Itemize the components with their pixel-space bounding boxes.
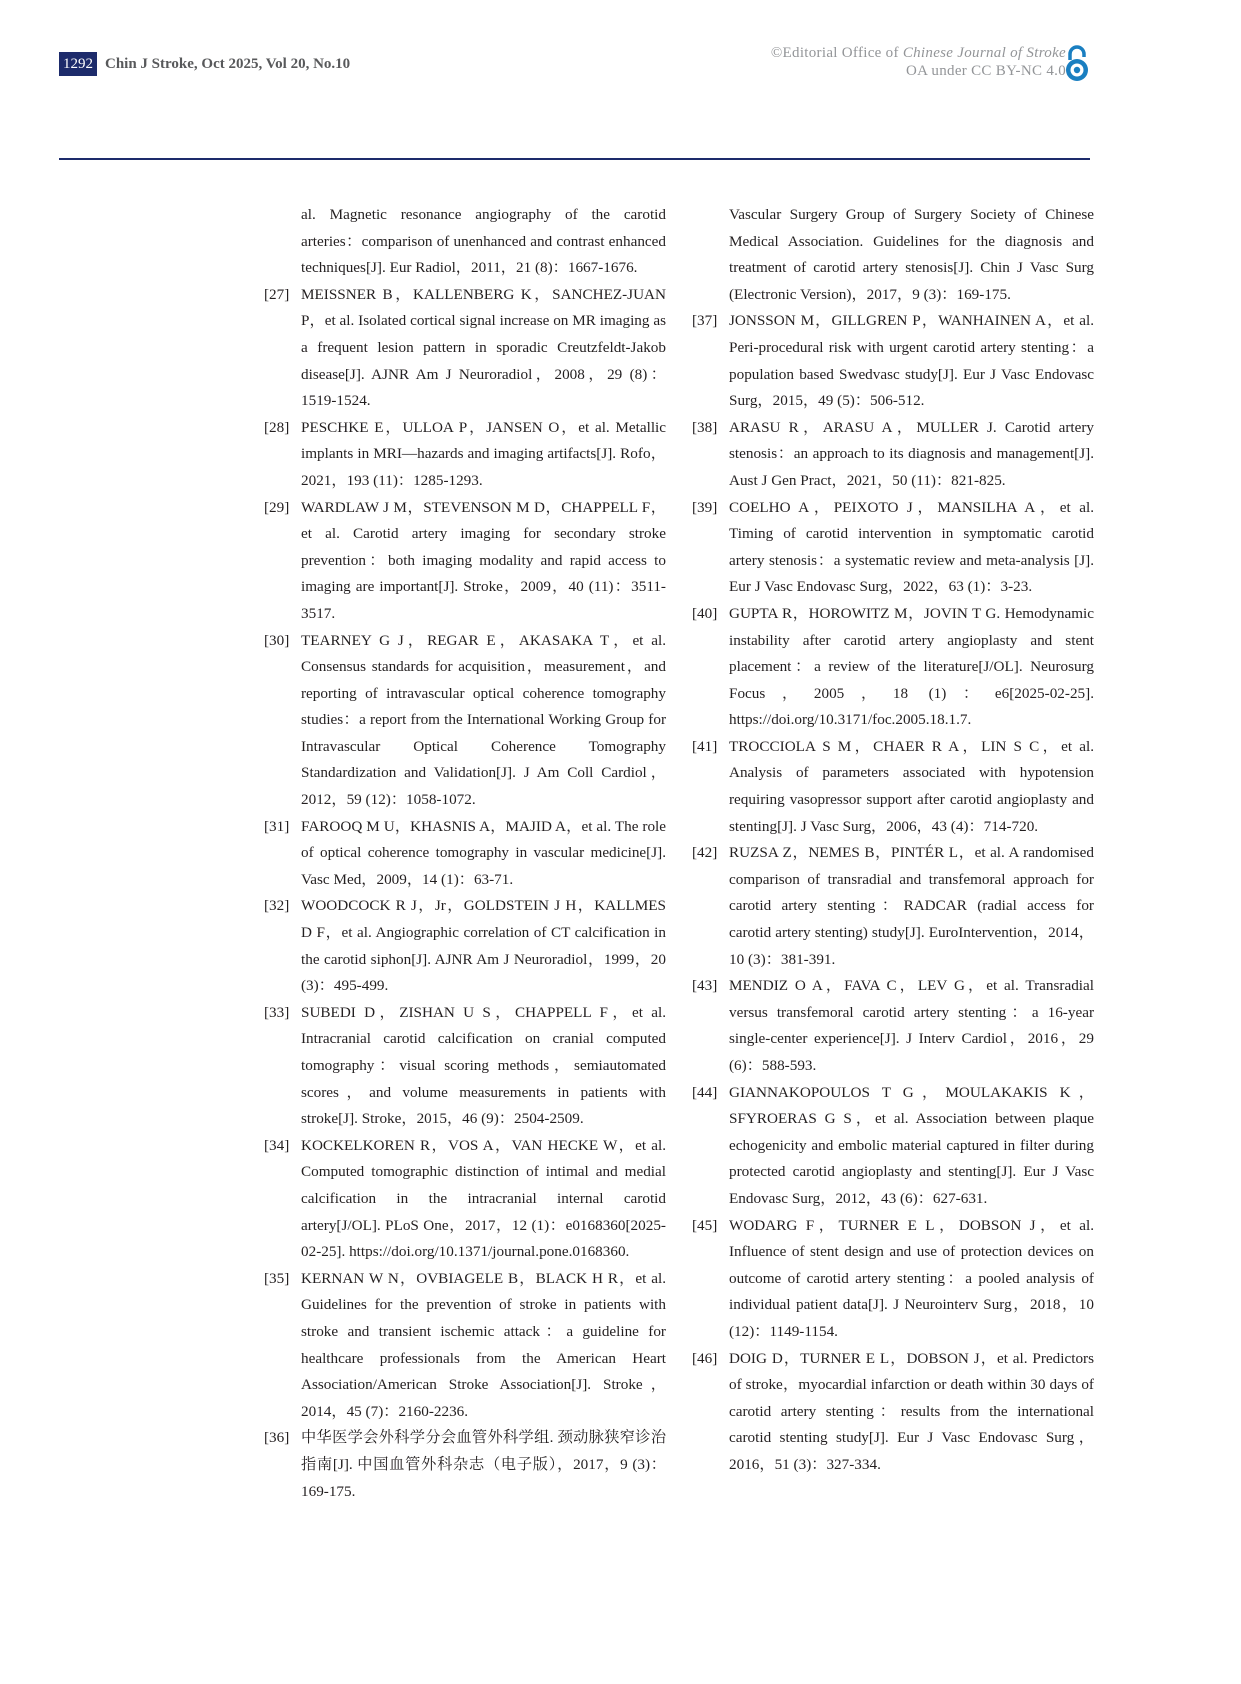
reference-number: [35] xyxy=(264,1269,290,1287)
reference-item xyxy=(692,840,1094,973)
reference-number: [44] xyxy=(692,1083,718,1101)
reference-text: COELHO A，PEIXOTO J，MANSILHA A，et al. Timing of carotid intervention in symptomatic carotid artery stenosis：a systematic review and meta-analysis [J]. Eur J Vasc Endovasc Surg，2022，63 (1)：3-23. xyxy=(729,498,1094,596)
reference-text: ARASU R，ARASU A，MULLER J. Carotid artery stenosis：an approach to its diagnosis and management[J]. Aust J Gen Pract，2021，50 (11)：821-825. xyxy=(729,418,1094,489)
reference-item xyxy=(692,1346,1094,1479)
reference-text: DOIG D，TURNER E L，DOBSON J，et al. Predictors of stroke，myocardial infarction or death within 30 days of carotid artery stenting：results from the international carotid stenting study[J]. Eur J Vasc Endovasc Surg，2016，51 (3)：327-334. xyxy=(729,1349,1094,1473)
reference-item xyxy=(692,308,1094,414)
reference-number: [39] xyxy=(692,498,718,516)
reference-number: [41] xyxy=(692,737,718,755)
reference-item xyxy=(692,1080,1094,1213)
journal-citation-info: Chin J Stroke, Oct 2025, Vol 20, No.10 xyxy=(105,55,351,72)
reference-item xyxy=(264,1266,666,1426)
reference-item xyxy=(692,734,1094,840)
header-divider xyxy=(59,158,1090,160)
reference-text: WODARG F，TURNER E L，DOBSON J，et al. Influence of stent design and use of protection devices on outcome of carotid artery stenting：a pooled analysis of individual patient data[J]. J Neurointerv Surg，2018，10 (12)：1149-1154. xyxy=(729,1216,1094,1340)
reference-text: GUPTA R，HOROWITZ M，JOVIN T G. Hemodynamic instability after carotid artery angioplasty and stent placement：a review of the literature[J/OL]. Neurosurg Focus，2005，18 (1)：e6[2025-02-25]. https://doi.org/10.3171/foc.2005.18.1.7. xyxy=(729,604,1094,729)
reference-item xyxy=(264,893,666,999)
reference-item xyxy=(264,1000,666,1133)
reference-item xyxy=(692,973,1094,1079)
page-header-right xyxy=(771,44,1066,80)
copyright-prefix: ©Editorial Office of xyxy=(770,45,903,61)
reference-number: [37] xyxy=(692,312,718,330)
reference-number: [36] xyxy=(264,1429,290,1447)
reference-item xyxy=(264,628,666,814)
reference-item xyxy=(264,415,666,495)
reference-text: 中华医学会外科学分会血管外科学组. 颈动脉狭窄诊治指南[J]. 中国血管外科杂志（电子版），2017，9 (3)：169-175. xyxy=(301,1429,666,1500)
reference-number: [31] xyxy=(264,817,290,835)
reference-item xyxy=(692,415,1094,495)
reference-text: SUBEDI D，ZISHAN U S，CHAPPELL F，et al. Intracranial carotid calcification on cranial computed tomography：visual scoring methods，semiautomated scores，and volume measurements in patients with stroke[J]. Stroke，2015，46 (9)：2504-2509. xyxy=(301,1003,666,1128)
reference-text: RUZSA Z，NEMES B，PINTÉR L，et al. A randomised comparison of transradial and transfemoral approach for carotid artery stenting：RADCAR (radial access for carotid artery stenting) study[J]. EuroIntervention，2014，10 (3)：381-391. xyxy=(729,844,1094,968)
reference-number: [42] xyxy=(692,844,718,862)
reference-text: FAROOQ M U，KHASNIS A，MAJID A，et al. The role of optical coherence tomography in vascular medicine[J]. Vasc Med，2009，14 (1)：63-71. xyxy=(301,817,666,888)
references-left-column xyxy=(264,202,666,1505)
reference-number: [46] xyxy=(692,1349,718,1367)
reference-text: WOODCOCK R J，Jr，GOLDSTEIN J H，KALLMES D F，et al. Angiographic correlation of CT calcification in the carotid siphon[J]. AJNR Am J Neuroradiol，1999，20 (3)：495-499. xyxy=(301,897,666,995)
reference-text: MENDIZ O A，FAVA C，LEV G，et al. Transradial versus transfemoral carotid artery stenting：a 16-year single-center experience[J]. J Interv Cardiol，2016，29 (6)：588-593. xyxy=(729,977,1094,1074)
reference-number: [28] xyxy=(264,418,290,436)
reference-item xyxy=(264,1133,666,1266)
reference-item xyxy=(264,282,666,415)
reference-item xyxy=(264,814,666,894)
reference-number: [30] xyxy=(264,631,290,649)
copyright-line xyxy=(771,44,1066,62)
reference-text: TEARNEY G J，REGAR E，AKASAKA T，et al. Consensus standards for acquisition，measurement，and reporting of intravascular optical coherence tomography studies：a report from the International Working Group for Intravascular Optical Coherence Tomography Standardization and Validation[J]. J Am Coll Cardiol，2012，59 (12)：1058-1072. xyxy=(301,631,666,809)
reference-text: GIANNAKOPOULOS T G，MOULAKAKIS K，SFYROERAS G S，et al. Association between plaque echogenicity and embolic material captured in filter during protected carotid angioplasty and stenting[J]. Eur J Vasc Endovasc Surg，2012，43 (6)：627-631. xyxy=(729,1083,1094,1207)
references-right-column xyxy=(692,202,1094,1479)
page-header-left xyxy=(59,52,350,76)
reference-item xyxy=(264,495,666,628)
reference-text: PESCHKE E，ULLOA P，JANSEN O，et al. Metallic implants in MRI—hazards and imaging artifacts[J]. Rofo，2021，193 (11)：1285-1293. xyxy=(301,418,666,489)
reference-text: JONSSON M，GILLGREN P，WANHAINEN A，et al. Peri-procedural risk with urgent carotid artery stenting：a population based Swedvasc study[J]. Eur J Vasc Endovasc Surg，2015，49 (5)：506-512. xyxy=(729,312,1094,410)
reference-text: TROCCIOLA S M，CHAER R A，LIN S C，et al. Analysis of parameters associated with hypotension requiring vasopressor support after carotid angioplasty and stenting[J]. J Vasc Surg，2006，43 (4)：714-720. xyxy=(729,737,1094,835)
reference-text: KOCKELKOREN R，VOS A，VAN HECKE W，et al. Computed tomographic distinction of intimal and medial calcification in the intracranial internal carotid artery[J/OL]. PLoS One，2017，12 (1)：e0168360[2025-02-25]. https://doi.org/10.1371/journal.pone.0168360. xyxy=(301,1136,666,1261)
license-line: OA under CC BY-NC 4.0 xyxy=(905,63,1066,79)
reference-item xyxy=(692,601,1094,734)
reference-number: [43] xyxy=(692,977,718,995)
reference-item xyxy=(264,1425,666,1505)
reference-number: [33] xyxy=(264,1003,290,1021)
reference-text: KERNAN W N，OVBIAGELE B，BLACK H R，et al. Guidelines for the prevention of stroke in patients with stroke and transient ischemic attack：a guideline for healthcare professionals from the American Heart Association/American Stroke Association[J]. Stroke，2014，45 (7)：2160-2236. xyxy=(301,1269,666,1420)
open-access-lock-icon xyxy=(1064,45,1090,83)
reference-text: MEISSNER B，KALLENBERG K，SANCHEZ-JUAN P，et al. Isolated cortical signal increase on MR imaging as a frequent lesion pattern in sporadic Creutzfeldt-Jakob disease[J]. AJNR Am J Neuroradiol，2008，29 (8)：1519-1524. xyxy=(301,285,666,410)
reference-number: [27] xyxy=(264,285,290,303)
reference-item xyxy=(264,202,666,282)
reference-text: WARDLAW J M，STEVENSON M D，CHAPPELL F，et al. Carotid artery imaging for secondary stroke prevention：both imaging modality and rapid access to imaging are important[J]. Stroke，2009，40 (11)：3511-3517. xyxy=(301,498,666,622)
reference-text: Vascular Surgery Group of Surgery Society of Chinese Medical Association. Guidelines for the diagnosis and treatment of carotid artery stenosis[J]. Chin J Vasc Surg (Electronic Version)，2017，9 (3)：169-175. xyxy=(729,206,1094,303)
reference-text: al. Magnetic resonance angiography of the carotid arteries：comparison of unenhanced and contrast enhanced techniques[J]. Eur Radiol，2011，21 (8)：1667-1676. xyxy=(301,206,666,277)
reference-item xyxy=(692,495,1094,601)
reference-number: [34] xyxy=(264,1136,290,1154)
reference-item xyxy=(692,1213,1094,1346)
reference-number: [40] xyxy=(692,604,718,622)
reference-number: [32] xyxy=(264,897,290,915)
copyright-journal-name: Chinese Journal of Stroke xyxy=(902,45,1066,61)
page-number: 1292 xyxy=(59,52,97,76)
reference-number: [38] xyxy=(692,418,718,436)
reference-item xyxy=(692,202,1094,308)
reference-number: [29] xyxy=(264,498,290,516)
reference-number: [45] xyxy=(692,1216,718,1234)
